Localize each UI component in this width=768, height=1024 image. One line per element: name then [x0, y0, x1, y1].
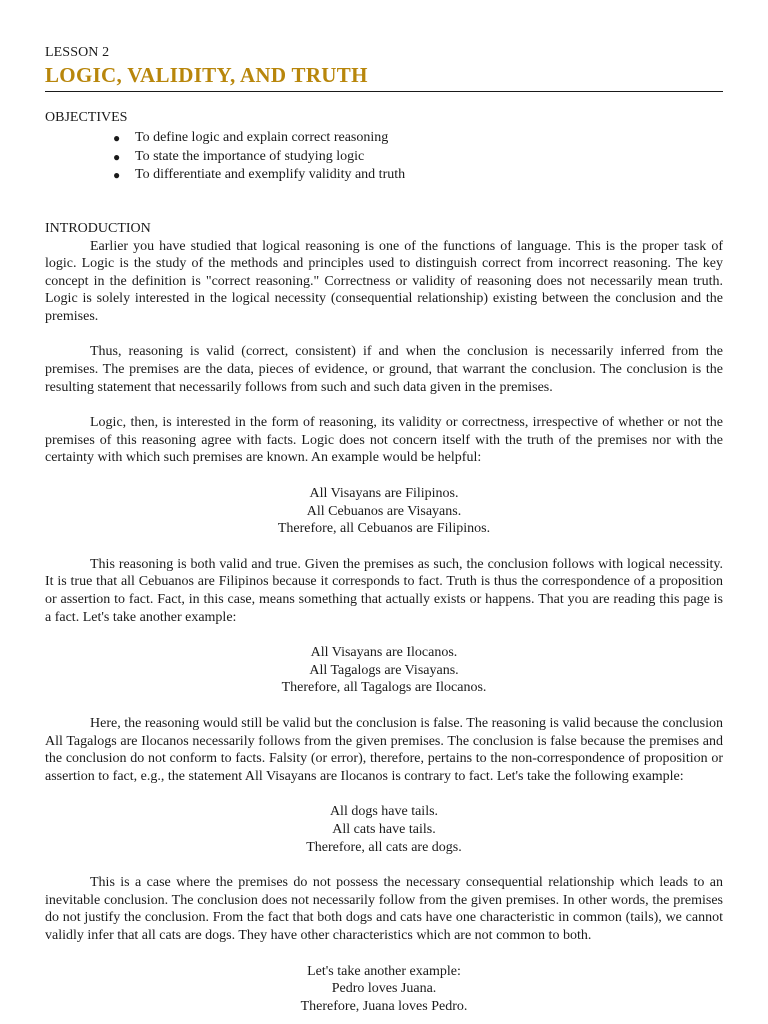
- syllogism-example-2: [45, 644, 723, 697]
- objective-item: ● To state the importance of studying logic: [135, 148, 723, 167]
- lesson-title: LOGIC, VALIDITY, AND TRUTH: [45, 62, 723, 92]
- lesson-number: LESSON 2: [45, 45, 110, 60]
- premise-minor: All cats have tails.: [332, 821, 436, 837]
- conclusion: Therefore, all Tagalogs are Ilocanos.: [281, 680, 487, 696]
- example-lead-in: Let's take another example:: [307, 963, 461, 979]
- intro-paragraph-6: This is a case where the premises do not possess the necessary consequential relationship which leads to an inevitable conclusion. The conclusion does not necessarily follow from the given premises. In other words, the premises do not justify the conclusion. From the fact that both dogs and cats have one characteristic in common (tails), we cannot validly infer that all cats are dogs. They have other characteristics which are not common to both.: [45, 875, 723, 943]
- objective-item: ● To define logic and explain correct reasoning: [135, 129, 723, 148]
- premise-major: All Visayans are Ilocanos.: [310, 645, 458, 661]
- premise-major: All Visayans are Filipinos.: [309, 486, 459, 502]
- syllogism-example-3: [45, 803, 723, 856]
- premise-major: All dogs have tails.: [329, 804, 439, 820]
- intro-paragraph-3: Logic, then, is interested in the form of reasoning, its validity or correctness, irrespective of whether or not the premises of this reasoning agree with facts. Logic does not concern itself with the truth of the premises nor with the certainty with which such premises are known. An example would be helpful:: [45, 415, 723, 466]
- syllogism-example-4: [45, 963, 723, 1016]
- document-page: [45, 44, 723, 1015]
- bullet-icon: ●: [113, 131, 121, 145]
- objective-item: ● To differentiate and exemplify validity and truth: [135, 166, 723, 185]
- intro-paragraph-2: Thus, reasoning is valid (correct, consistent) if and when the conclusion is necessarily inferred from the premises. The premises are the data, pieces of evidence, or ground, that warrant the conclusion. The conclusion is the resulting statement that necessarily follows from such and such data given in the premises.: [45, 344, 723, 395]
- intro-paragraph-4: This reasoning is both valid and true. Given the premises as such, the conclusion follows with logical necessity. It is true that all Cebuanos are Filipinos because it corresponds to fact. Truth is thus the correspondence of a proposition or assertion to fact. Fact, in this case, means something that actually exists or happens. That you are reading this page is a fact. Let's take another example:: [45, 556, 723, 625]
- bullet-icon: ●: [113, 149, 121, 164]
- intro-paragraph-5: Here, the reasoning would still be valid but the conclusion is false. The reasoning is valid because the conclusion All Tagalogs are Ilocanos necessarily follows from the given premises. The conclusion is false because the premises and the conclusion do not conform to facts. Falsity (or error), therefore, pertains to the non-correspondence of proposition or assertion to fact, e.g., the statement All Visayans are Ilocanos is contrary to fact. Let's take the following example:: [45, 715, 723, 784]
- objectives-list: [45, 129, 723, 185]
- syllogism-example-1: [45, 485, 723, 538]
- premise: Pedro loves Juana.: [331, 981, 437, 997]
- bullet-icon: ●: [113, 168, 121, 182]
- objectives-heading: OBJECTIVES: [45, 110, 128, 125]
- conclusion: Therefore, all Cebuanos are Filipinos.: [277, 521, 491, 537]
- intro-paragraph-1: Earlier you have studied that logical reasoning is one of the functions of language. This is the proper task of logic. Logic is the study of the methods and principles used to distinguish correct from incorrect reasoning. The key concept in the definition is "correct reasoning." Correctness or validity of reasoning does not necessarily mean truth. Logic is solely interested in the logical necessity (consequential relationship) existing between the conclusion and the premises.: [45, 238, 723, 324]
- conclusion: Therefore, Juana loves Pedro.: [300, 998, 468, 1014]
- premise-minor: All Tagalogs are Visayans.: [309, 662, 459, 678]
- premise-minor: All Cebuanos are Visayans.: [306, 503, 462, 519]
- introduction-heading: INTRODUCTION: [45, 220, 151, 236]
- conclusion: Therefore, all cats are dogs.: [306, 839, 462, 855]
